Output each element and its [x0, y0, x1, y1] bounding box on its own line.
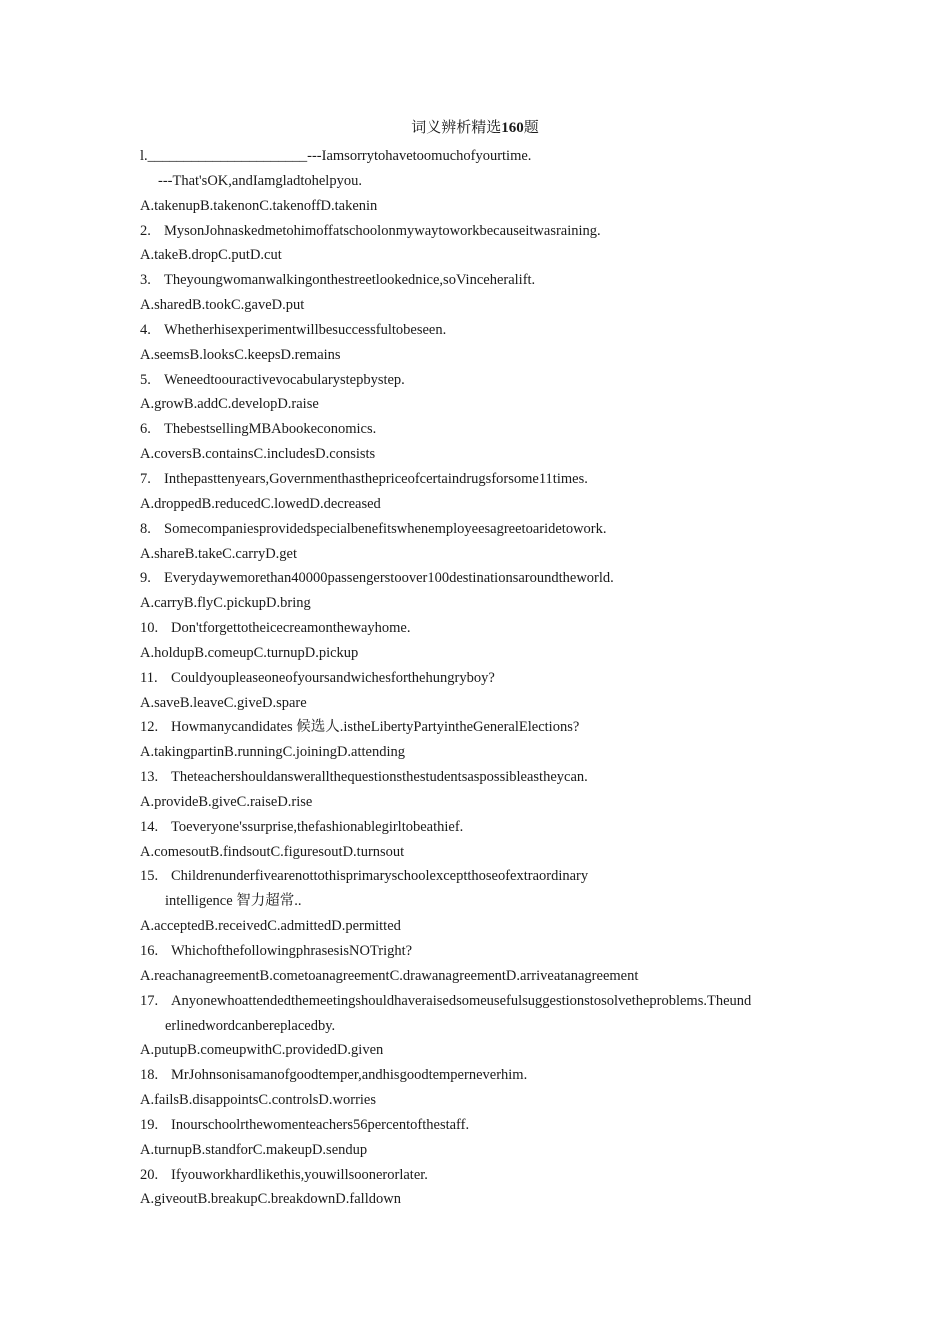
- line-text: Theteachershouldanswerallthequestionsthestudentsaspossibleastheycan.: [171, 769, 588, 786]
- question-line: [140, 666, 820, 691]
- line-text: A.comesoutB.findsoutC.figuresoutD.turnsout: [140, 843, 405, 860]
- line-text: erlinedwordcanbereplacedby.: [165, 1017, 336, 1034]
- line-text: A.takingpartinB.runningC.joiningD.attending: [140, 744, 406, 761]
- question-line: [140, 368, 820, 393]
- question-number: 6.: [140, 421, 151, 438]
- answer-options: [140, 542, 820, 567]
- question-number: 13.: [140, 769, 159, 786]
- answer-options: [140, 293, 820, 318]
- question-number: 12.: [140, 719, 159, 736]
- question-number: 4.: [140, 321, 151, 338]
- line-text: intelligence 智力超常..: [165, 893, 302, 910]
- question-number: 16.: [140, 943, 159, 959]
- title-prefix: 词义辨析精选: [411, 120, 502, 136]
- answer-options: [140, 1187, 820, 1212]
- line-text: A.provideB.giveC.raiseD.rise: [140, 793, 313, 810]
- question-line: [140, 939, 820, 964]
- question-number: 5.: [140, 371, 151, 388]
- line-text: A.putupB.comeupwithC.providedD.given: [140, 1042, 384, 1059]
- answer-options: [140, 641, 820, 666]
- line-text: l.______________________---Iamsorrytohavetoomuchofyourtime.: [140, 148, 532, 164]
- title-suffix: 题: [523, 120, 539, 136]
- text-line: [140, 144, 820, 169]
- line-text: Inthepasttenyears,Governmenthasthepriceofcertaindrugsforsome11times.: [164, 470, 588, 487]
- answer-options: [140, 392, 820, 417]
- answer-options: [140, 492, 820, 517]
- question-number: 20.: [140, 1166, 159, 1183]
- answer-options: [140, 243, 820, 268]
- question-number: 3.: [140, 272, 151, 289]
- question-line: [140, 1113, 820, 1138]
- line-text: Ifyouworkhardlikethis,youwillsoonerorlater.: [171, 1166, 428, 1183]
- title-number: 160: [501, 120, 524, 136]
- line-text: A.holdupB.comeupC.turnupD.pickup: [140, 644, 359, 661]
- answer-options: [140, 840, 820, 865]
- question-line: [140, 989, 820, 1014]
- question-line: [140, 417, 820, 442]
- line-text: A.carryB.flyC.pickupD.bring: [140, 595, 311, 612]
- line-text: Inourschoolrthewomenteachers56percentofthestaff.: [171, 1116, 470, 1133]
- line-text: A.failsB.disappointsC.controlsD.worries: [140, 1092, 377, 1109]
- line-text: A.turnupB.standforC.makeupD.sendup: [140, 1141, 368, 1158]
- text-line: [140, 889, 820, 914]
- question-list: [140, 144, 820, 1212]
- line-text: A.acceptedB.receivedC.admittedD.permitted: [140, 918, 401, 935]
- question-line: [140, 815, 820, 840]
- question-number: 10.: [140, 620, 159, 637]
- question-number: 7.: [140, 470, 151, 487]
- answer-options: [140, 1088, 820, 1113]
- line-text: A.shareB.takeC.carryD.get: [140, 545, 298, 562]
- line-text: ThebestsellingMBAbookeconomics.: [164, 421, 377, 438]
- question-number: 11.: [140, 669, 158, 686]
- question-line: [140, 219, 820, 244]
- question-number: 15.: [140, 868, 159, 885]
- answer-options: [140, 591, 820, 616]
- question-line: [140, 1163, 820, 1188]
- question-line: [140, 864, 820, 889]
- answer-options: [140, 964, 820, 989]
- line-text: A.coversB.containsC.includesD.consists: [140, 446, 376, 463]
- line-text: WhichofthefollowingphrasesisNOTright?: [171, 943, 413, 959]
- line-text: Childrenunderfivearenottothisprimaryschoolexceptthoseofextraordinary: [171, 868, 589, 885]
- line-text: ---That'sOK,andIamgladtohelpyou.: [158, 172, 362, 189]
- question-line: [140, 268, 820, 293]
- question-number: 14.: [140, 818, 159, 835]
- line-text: Theyoungwomanwalkingonthestreetlookednice,soVinceheralift.: [164, 272, 536, 289]
- question-line: [140, 566, 820, 591]
- question-number: 9.: [140, 570, 151, 587]
- question-line: [140, 715, 820, 740]
- question-line: [140, 616, 820, 641]
- line-text: A.takenupB.takenonC.takenoffD.takenin: [140, 197, 378, 214]
- answer-options: [140, 343, 820, 368]
- line-text: Weneedtoouractivevocabularystepbystep.: [164, 371, 405, 388]
- line-text: Don'tforgettotheicecreamonthewayhome.: [171, 620, 411, 637]
- question-number: 18.: [140, 1067, 159, 1084]
- line-text: A.seemsB.looksC.keepsD.remains: [140, 346, 341, 363]
- line-text: A.takeB.dropC.putD.cut: [140, 247, 282, 264]
- line-text: Couldyoupleaseoneofyoursandwichesforthehungryboy?: [171, 669, 495, 686]
- answer-options: [140, 914, 820, 939]
- question-line: [140, 1063, 820, 1088]
- question-number: 17.: [140, 992, 159, 1009]
- line-text: A.droppedB.reducedC.lowedD.decreased: [140, 495, 381, 512]
- answer-options: [140, 740, 820, 765]
- line-text: Toeveryone'ssurprise,thefashionablegirltobeathief.: [171, 818, 464, 835]
- page-title: [0, 118, 950, 138]
- line-text: Howmanycandidates 候选人.istheLibertyPartyintheGeneralElections?: [171, 719, 580, 736]
- answer-options: [140, 442, 820, 467]
- question-line: [140, 765, 820, 790]
- line-text: Everydaywemorethan40000passengerstoover100destinationsaroundtheworld.: [164, 570, 614, 587]
- text-line: [140, 169, 820, 194]
- line-text: MysonJohnaskedmetohimoffatschoolonmywaytoworkbecauseitwasraining.: [164, 222, 601, 239]
- text-line: [140, 1014, 820, 1039]
- line-text: A.reachanagreementB.cometoanagreementC.drawanagreementD.arriveatanagreement: [140, 967, 639, 984]
- line-text: A.sharedB.tookC.gaveD.put: [140, 297, 305, 314]
- answer-options: [140, 1038, 820, 1063]
- question-line: [140, 517, 820, 542]
- question-number: 2.: [140, 222, 151, 239]
- question-number: 8.: [140, 520, 151, 537]
- line-text: Somecompaniesprovidedspecialbenefitswhenemployeesagreetoaridetowork.: [164, 520, 607, 537]
- question-line: [140, 318, 820, 343]
- question-line: [140, 467, 820, 492]
- answer-options: [140, 1138, 820, 1163]
- line-text: Whetherhisexperimentwillbesuccessfultobeseen.: [164, 321, 447, 338]
- answer-options: [140, 790, 820, 815]
- line-text: Anyonewhoattendedthemeetingshouldhaveraisedsomeusefulsuggestionstosolvetheproblems.Theund: [171, 992, 752, 1009]
- line-text: MrJohnsonisamanofgoodtemper,andhisgoodtemperneverhim.: [171, 1067, 528, 1084]
- answer-options: [140, 691, 820, 716]
- line-text: A.giveoutB.breakupC.breakdownD.falldown: [140, 1191, 401, 1208]
- line-text: A.growB.addC.developD.raise: [140, 396, 319, 413]
- question-number: 19.: [140, 1116, 159, 1133]
- answer-options: [140, 194, 820, 219]
- line-text: A.saveB.leaveC.giveD.spare: [140, 694, 307, 711]
